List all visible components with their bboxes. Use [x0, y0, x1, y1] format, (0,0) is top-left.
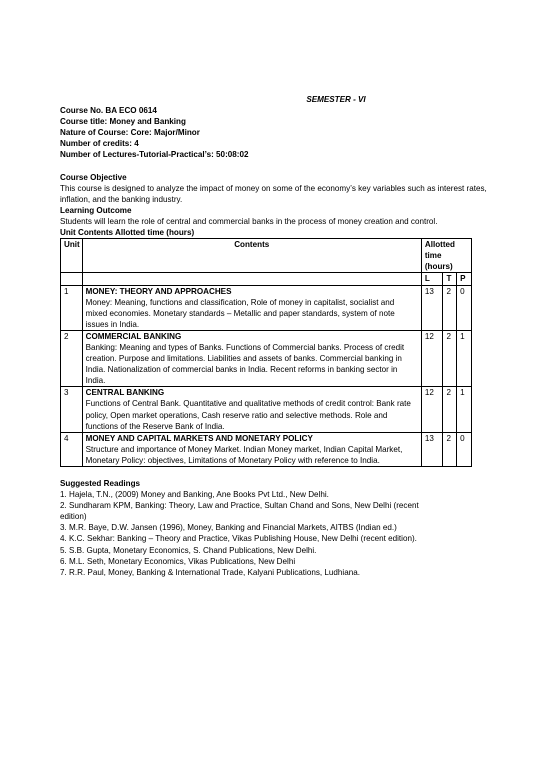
header-unit: Unit [61, 239, 83, 273]
suggested-readings [60, 478, 490, 578]
unit-number: 3 [61, 387, 83, 432]
reading-item: 2. Sundharam KPM, Banking: Theory, Law and Practice, Sultan Chand and Sons, New Delhi (recent [60, 501, 419, 511]
readings-heading: Suggested Readings [60, 479, 141, 488]
lecture-hours: 13 [421, 432, 443, 466]
unit-body: Functions of Central Bank. Quantitative and qualitative methods of credit control: Bank rate policy, Open market operations, Cash reserve ratio and selective methods. Role and functions of the Reserve Bank of India. [85, 399, 411, 431]
lecture-hours: 13 [421, 285, 443, 330]
table-row [61, 387, 472, 432]
table-row [61, 432, 472, 466]
unit-body: Structure and importance of Money Market. Indian Money market, Indian Capital Market, Monetary Policy: objectives, Limitations of Monetary Policy with reference to India. [85, 444, 403, 465]
reading-item: edition) [60, 512, 87, 522]
unit-body: Banking: Meaning and types of Banks. Functions of Commercial banks. Process of credit creation. Purpose and limitations. Liabilities and assets of banks. Commercial banking in India. Nationalization of commercial banks in India. Recent reforms in banking sector in India. [85, 342, 405, 386]
table-header-row [61, 239, 472, 273]
outcome-text: Students will learn the role of central and commercial banks in the process of money creation and control. [60, 216, 438, 226]
reading-item: 4. K.C. Sekhar: Banking – Theory and Practice, Vikas Publishing House, New Delhi (recent edition). [60, 534, 417, 544]
unit-title: MONEY AND CAPITAL MARKETS AND MONETARY POLICY [85, 433, 313, 443]
table-row [61, 330, 472, 386]
course-lectures: Number of Lectures-Tutorial-Practical’s: 50:08:02 [60, 150, 249, 160]
reading-item: 7. R.R. Paul, Money, Banking & International Trade, Kalyani Publications, Ludhiana. [60, 567, 360, 577]
unit-contents-heading: Unit Contents Allotted time (hours) [60, 228, 195, 238]
unit-title: MONEY: THEORY AND APPROACHES [85, 286, 232, 296]
unit-contents [82, 285, 421, 330]
unit-contents [82, 387, 421, 432]
header-t: T [443, 273, 457, 285]
tutorial-hours: 2 [443, 387, 457, 432]
spacer [60, 161, 490, 172]
tutorial-hours: 2 [443, 330, 457, 386]
tutorial-hours: 2 [443, 285, 457, 330]
semester-heading: SEMESTER - VI [306, 95, 366, 104]
table-subheader-row [61, 273, 472, 285]
course-number: Course No. BA ECO 0614 [60, 106, 157, 116]
unit-table [60, 238, 472, 467]
subheader-empty-contents [82, 273, 421, 285]
header-l: L [421, 273, 443, 285]
unit-title: CENTRAL BANKING [85, 388, 165, 398]
reading-item: 3. M.R. Baye, D.W. Jansen (1996), Money, Banking and Financial Markets, AITBS (Indian ed.) [60, 523, 397, 533]
objective-text: This course is designed to analyze the impact of money on some of the economy’s key variables such as interest rates, inflation, and the banking industry. [60, 183, 487, 204]
practical-hours: 1 [457, 330, 472, 386]
outcome-heading: Learning Outcome [60, 205, 132, 215]
objective-heading: Course Objective [60, 172, 127, 182]
subheader-empty-unit [61, 273, 83, 285]
unit-number: 2 [61, 330, 83, 386]
unit-contents [82, 330, 421, 386]
unit-contents [82, 432, 421, 466]
unit-number: 1 [61, 285, 83, 330]
course-credits: Number of credits: 4 [60, 139, 139, 149]
lecture-hours: 12 [421, 387, 443, 432]
practical-hours: 0 [457, 432, 472, 466]
practical-hours: 0 [457, 285, 472, 330]
reading-item: 6. M.L. Seth, Monetary Economics, Vikas Publications, New Delhi [60, 556, 296, 566]
reading-item: 5. S.B. Gupta, Monetary Economics, S. Chand Publications, New Delhi. [60, 545, 317, 555]
course-title: Course title: Money and Banking [60, 117, 186, 127]
header-contents: Contents [82, 239, 421, 273]
header-p: P [457, 273, 472, 285]
unit-number: 4 [61, 432, 83, 466]
document-page [60, 94, 490, 578]
reading-item: 1. Hajela, T.N., (2009) Money and Banking, Ane Books Pvt Ltd., New Delhi. [60, 490, 329, 500]
practical-hours: 1 [457, 387, 472, 432]
course-nature: Nature of Course: Core: Major/Minor [60, 128, 200, 138]
header-allotted-time: Allotted time (hours) [421, 239, 471, 273]
lecture-hours: 12 [421, 330, 443, 386]
table-row [61, 285, 472, 330]
tutorial-hours: 2 [443, 432, 457, 466]
unit-body: Money: Meaning, functions and classification, Role of money in capitalist, socialist and mixed economies. Monetary standards – Metallic and paper standards, system of note issues in India. [85, 297, 395, 329]
unit-title: COMMERCIAL BANKING [85, 331, 182, 341]
